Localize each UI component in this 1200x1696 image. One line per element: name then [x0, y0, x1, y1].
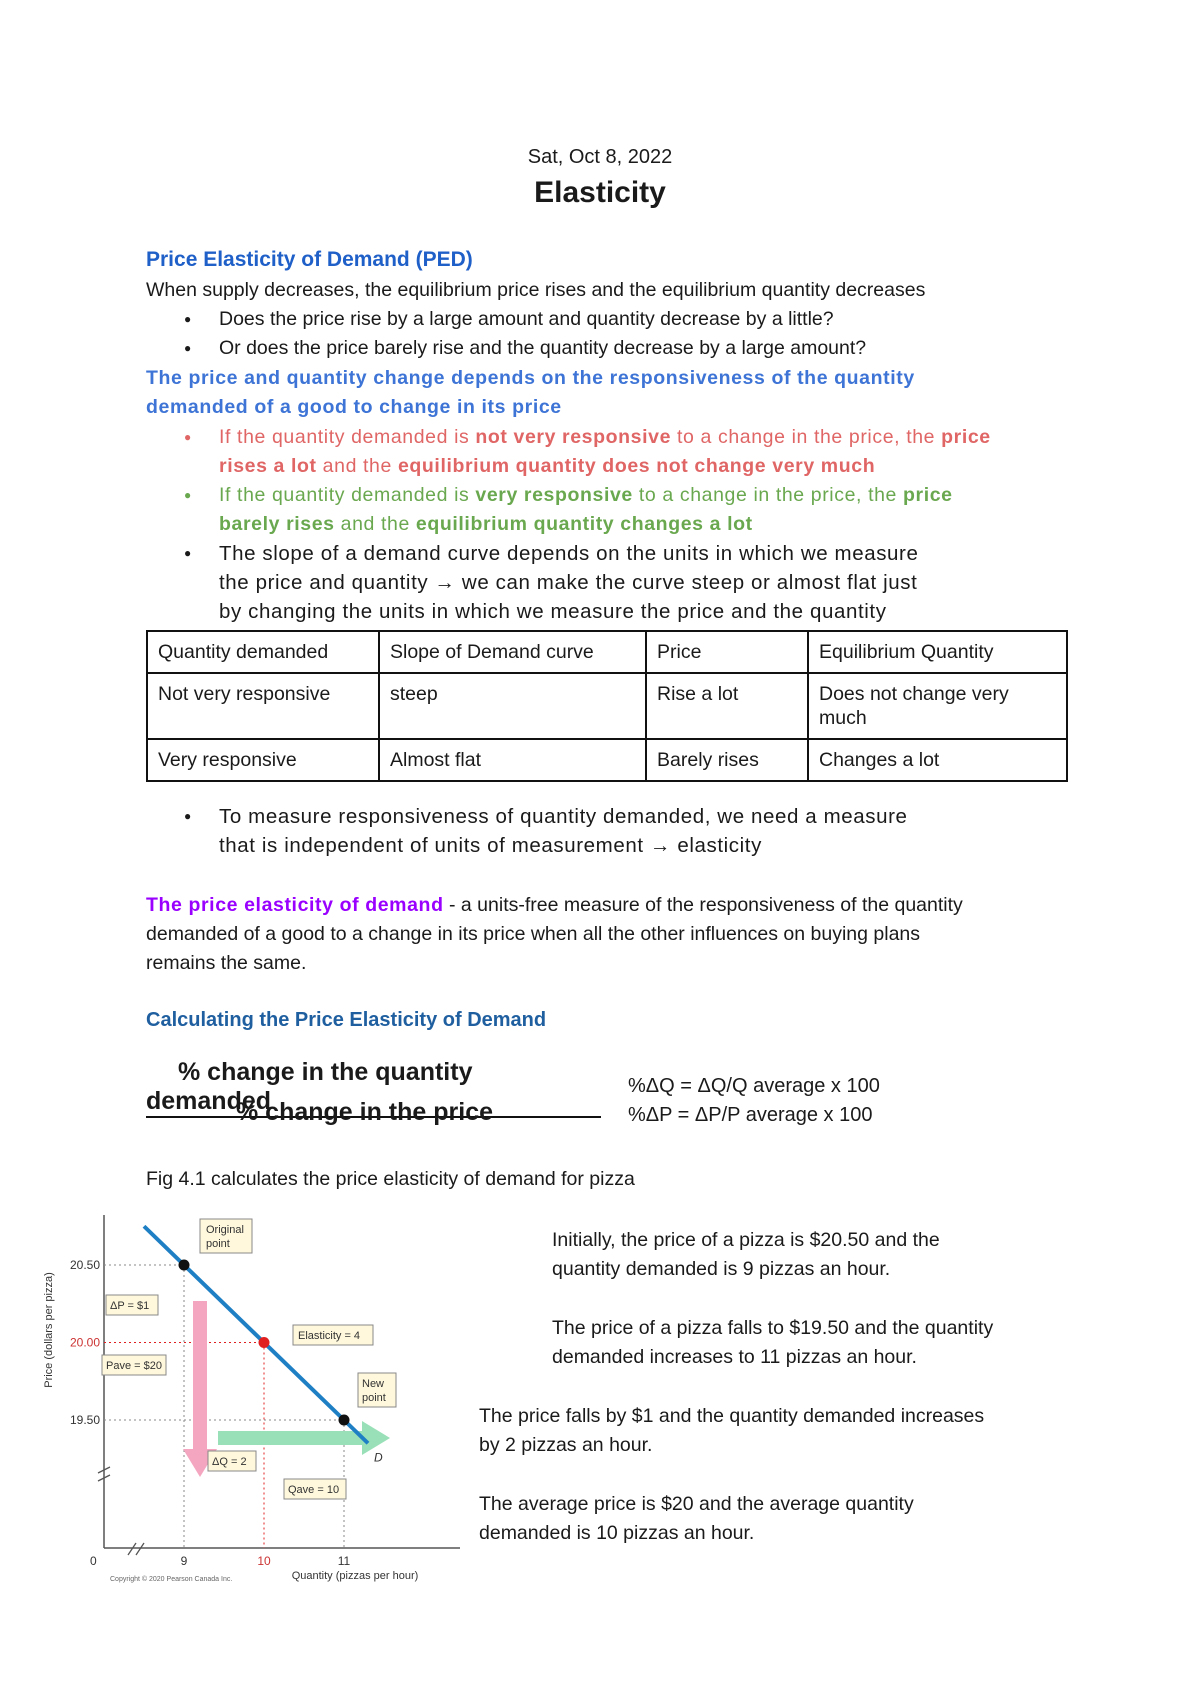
table-header-cell: Price: [646, 631, 808, 673]
table-header-cell: Slope of Demand curve: [379, 631, 646, 673]
numerator-text: % change in the quantity demanded: [146, 1058, 473, 1115]
text-line: quantity demanded is 9 pizzas an hour.: [552, 1258, 891, 1280]
formula-price: %ΔP = ΔP/P average x 100: [628, 1104, 873, 1126]
list-item: ● Does the price rise by a large amount and quantity decrease by a little?: [146, 305, 1066, 334]
responsiveness-table: [146, 630, 1068, 782]
midpoint-marker: [259, 1337, 270, 1348]
callout-text: point: [206, 1238, 230, 1250]
copyright-text: Copyright © 2020 Pearson Canada Inc.: [110, 1576, 233, 1583]
table-header-cell: Equilibrium Quantity: [808, 631, 1067, 673]
ped-intro: When supply decreases, the equilibrium price rises and the equilibrium quantity decreases: [146, 279, 926, 301]
text-line: by 2 pizzas an hour.: [479, 1434, 653, 1456]
text-line: the price and quantity → we can make the curve steep or almost flat just: [219, 571, 918, 594]
definition-line: demanded of a good to a change in its price when all the other influences on buying plans: [146, 923, 921, 945]
new-point-marker: [339, 1415, 350, 1426]
table-cell: Almost flat: [379, 739, 646, 781]
document-date: Sat, Oct 8, 2022: [527, 146, 673, 168]
explanation-paragraph-3: [479, 1402, 984, 1460]
responsiveness-line-1: The price and quantity change depends on the responsiveness of the quantity: [146, 367, 915, 389]
text-run: price: [941, 426, 991, 448]
callout-text: Elasticity = 4: [298, 1330, 361, 1342]
quantity-change-arrow-shaft: [218, 1431, 363, 1445]
price-change-arrow-shaft: [193, 1301, 207, 1451]
list-item-measure: [146, 802, 1066, 860]
text-line: To measure responsiveness of quantity demanded, we need a measure: [219, 805, 908, 828]
table-cell: Rise a lot: [646, 673, 808, 739]
elasticity-chart: [40, 1205, 480, 1585]
elasticity-definition: [146, 891, 1066, 978]
text-line: The slope of a demand curve depends on the units in which we measure: [219, 542, 919, 565]
text-run: to a change in the price, the: [632, 484, 903, 506]
definition-line: remains the same.: [146, 952, 307, 974]
x-axis-break-icon: [128, 1543, 144, 1555]
delta-q-callout: [208, 1451, 256, 1471]
text-run: and the: [316, 455, 398, 477]
fraction-denominator: % change in the price: [236, 1098, 494, 1126]
explanation-paragraph-2: [552, 1314, 993, 1372]
callout-text: point: [362, 1392, 386, 1404]
y-tick-label: 19.50: [69, 1413, 100, 1427]
text-run: barely rises: [219, 513, 335, 535]
table-cell: Barely rises: [646, 739, 808, 781]
text-run: not very responsive: [475, 426, 672, 448]
responsiveness-list: [146, 423, 1066, 626]
table-cell: Does not change very much: [808, 673, 1067, 739]
y-tick-label: 20.50: [69, 1258, 100, 1272]
y-tick-label: 20.00: [69, 1335, 100, 1350]
callout-text: Original: [206, 1224, 244, 1236]
original-point-callout: [200, 1219, 252, 1253]
callout-text: Qave = 10: [288, 1484, 340, 1496]
curve-label: D: [374, 1450, 383, 1465]
callout-text: ΔP = $1: [110, 1300, 150, 1312]
table-row: [147, 739, 1067, 781]
table-cell: Changes a lot: [808, 739, 1067, 781]
text-line: demanded is 10 pizzas an hour.: [479, 1522, 755, 1544]
list-item-not-responsive: [146, 423, 1066, 481]
table-header-row: [147, 631, 1067, 673]
list-item-slope: [146, 539, 1066, 626]
table-header-cell: Quantity demanded: [147, 631, 379, 673]
text-line: that is independent of units of measurement → elasticity: [219, 834, 762, 857]
formula-quantity: %ΔQ = ΔQ/Q average x 100: [628, 1075, 880, 1097]
definition-text: - a units-free measure of the responsiveness of the quantity: [443, 894, 963, 916]
measure-list: [146, 802, 1066, 860]
table-cell: Not very responsive: [147, 673, 379, 739]
text-run: equilibrium quantity does not change very much: [397, 455, 876, 477]
text-line: The price falls by $1 and the quantity demanded increases: [479, 1405, 985, 1427]
text-line: demanded increases to 11 pizzas an hour.: [552, 1346, 917, 1368]
x-tick-label: 11: [337, 1554, 351, 1568]
table-cell: steep: [379, 673, 646, 739]
x-tick-label: 9: [180, 1554, 188, 1568]
responsiveness-line-2: demanded of a good to change in its price: [146, 396, 562, 418]
callout-text: New: [362, 1378, 385, 1390]
text-line: by changing the units in which we measure the price and the quantity: [219, 600, 887, 623]
text-run: equilibrium quantity changes a lot: [415, 513, 753, 535]
list-item: ● Or does the price barely rise and the quantity decrease by a large amount?: [146, 334, 1066, 363]
text-line: The average price is $20 and the average quantity: [479, 1493, 914, 1515]
x-axis-label: Quantity (pizzas per hour): [291, 1570, 419, 1582]
callout-text: Pave = $20: [106, 1360, 162, 1372]
delta-p-callout: [106, 1295, 158, 1315]
text-run: If the quantity demanded is: [219, 484, 476, 506]
responsiveness-statement: [146, 364, 1066, 422]
text-line: The price of a pizza falls to $19.50 and the quantity: [552, 1317, 994, 1339]
text-run: very responsive: [475, 484, 633, 506]
q-ave-callout: [284, 1479, 346, 1499]
y-axis-label: Price (dollars per pizza): [43, 1272, 55, 1388]
figure-caption: Fig 4.1 calculates the price elasticity of demand for pizza: [146, 1168, 635, 1190]
text-run: rises a lot: [219, 455, 317, 477]
p-ave-callout: [102, 1355, 166, 1375]
new-point-callout: [358, 1373, 396, 1407]
ped-heading: Price Elasticity of Demand (PED): [146, 248, 473, 271]
explanation-paragraph-4: [479, 1490, 914, 1548]
explanation-paragraph-1: [552, 1226, 940, 1284]
text-run: If the quantity demanded is: [219, 426, 476, 448]
list-item-very-responsive: [146, 481, 1066, 539]
definition-term: The price elasticity of demand: [146, 894, 444, 916]
text-line: Initially, the price of a pizza is $20.50 and the: [552, 1229, 940, 1251]
elasticity-callout: [293, 1325, 373, 1345]
text-run: price: [903, 484, 953, 506]
text-run: and the: [334, 513, 416, 535]
table-row: [147, 673, 1067, 739]
calc-heading: Calculating the Price Elasticity of Demand: [146, 1009, 547, 1031]
text-run: to a change in the price, the: [671, 426, 942, 448]
document-title: Elasticity: [534, 176, 666, 209]
x-tick-label: 10: [257, 1554, 271, 1568]
origin-label: 0: [90, 1554, 97, 1568]
callout-text: ΔQ = 2: [212, 1456, 247, 1468]
question-list: [146, 305, 1066, 363]
table-cell: Very responsive: [147, 739, 379, 781]
original-point-marker: [179, 1260, 190, 1271]
